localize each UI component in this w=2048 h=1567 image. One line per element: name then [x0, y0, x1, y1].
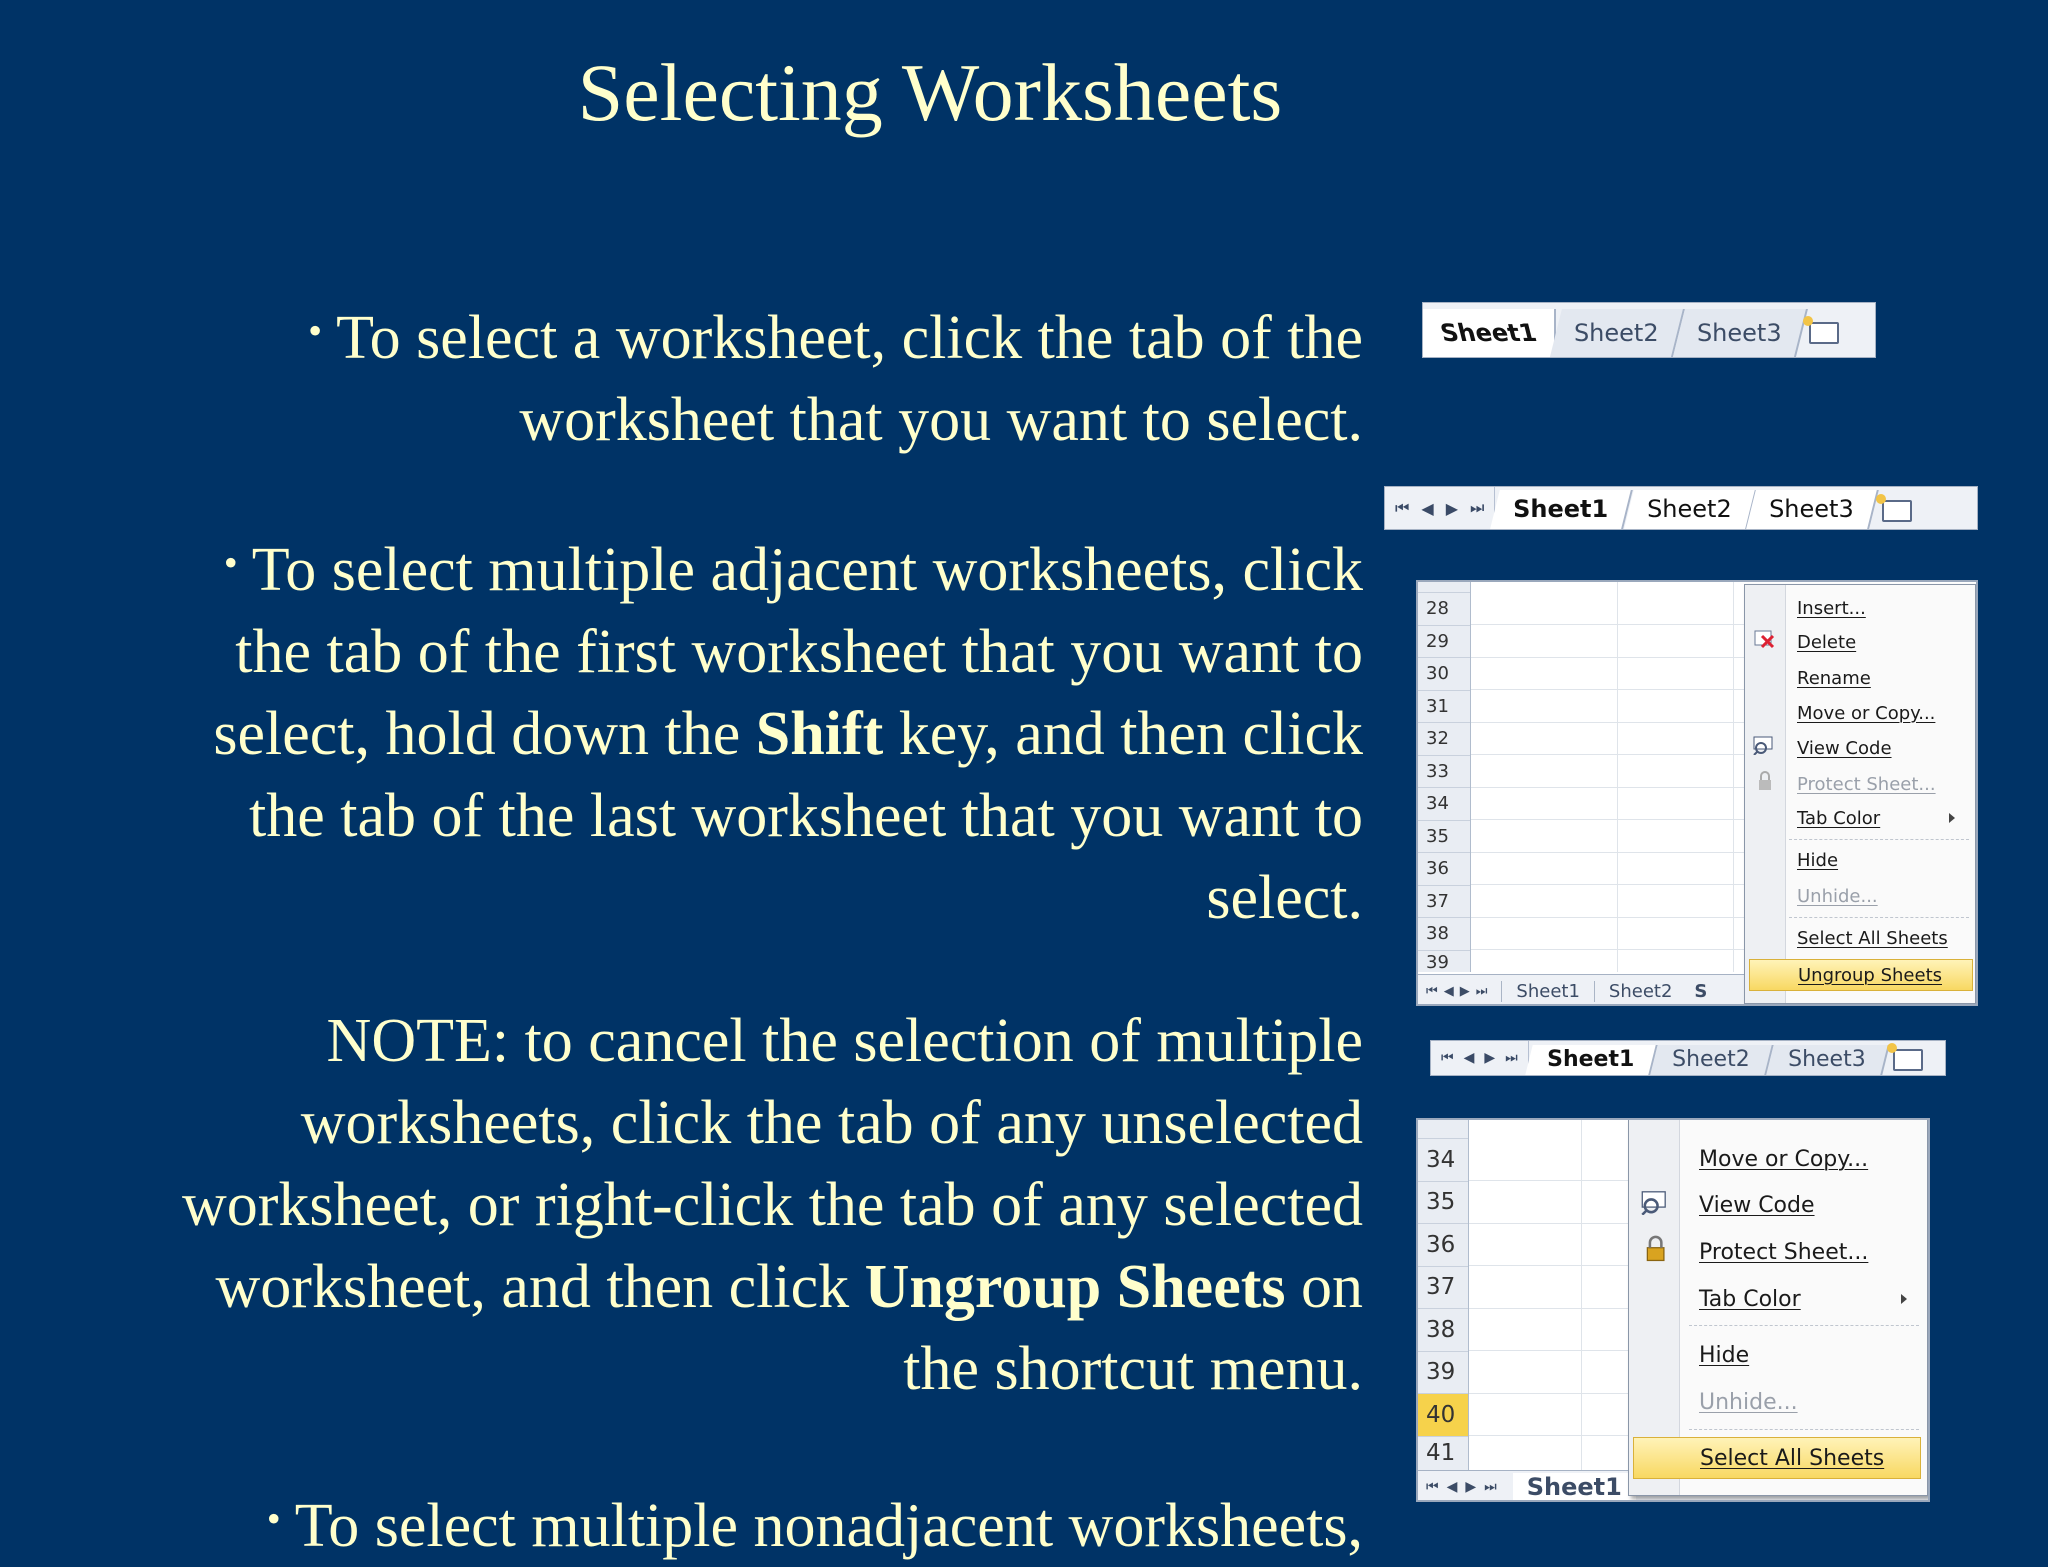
menu-item-move-or-copy[interactable]: Move or Copy... [1699, 1146, 1869, 1172]
row-number: 33 [1418, 756, 1470, 789]
bullet: • [308, 308, 323, 353]
row-number: 37 [1418, 1267, 1468, 1310]
slide-title: Selecting Worksheets [577, 47, 1283, 138]
p3-line2: worksheets, click the tab of any unselected [300, 1089, 1363, 1157]
menu-item-tab-color[interactable]: Tab Color [1797, 803, 1969, 833]
sheet-tab[interactable]: Sheet3 [1673, 309, 1808, 357]
worksheet-context-menu-shot [1416, 580, 1978, 1006]
menu-item-unhide[interactable]: Unhide... [1699, 1389, 1798, 1415]
submenu-arrow-icon [1901, 1294, 1907, 1304]
sheet-tab[interactable]: Sheet1 [1525, 1045, 1658, 1075]
insert-sheet-icon[interactable] [1885, 1045, 1931, 1075]
row-number: 35 [1418, 821, 1470, 854]
worksheet-select-all-shot [1416, 1118, 1930, 1502]
tab-context-menu [1628, 1118, 1928, 1496]
row-headers [1418, 1120, 1469, 1470]
sheet-tab[interactable]: Sheet2 [1650, 1045, 1773, 1075]
menu-item-select-all-sheets[interactable]: Select All Sheets [1797, 927, 1948, 949]
row-number: 38 [1418, 918, 1470, 951]
row-number: 34 [1418, 788, 1470, 821]
paragraph-note [182, 1000, 1363, 1410]
sheet-tab[interactable]: Sheet1 [1513, 1473, 1636, 1501]
bullet: • [223, 540, 238, 585]
menu-item-protect-sheet[interactable]: Protect Sheet... [1699, 1239, 1869, 1265]
sheet-tab[interactable]: Sheet1 [1423, 309, 1556, 357]
paragraph-select-nonadjacent [267, 1478, 1363, 1567]
row-number: 39 [1418, 951, 1470, 976]
insert-sheet-icon[interactable] [1801, 309, 1847, 357]
menu-item-insert[interactable]: Insert... [1797, 597, 1866, 619]
p2-line5: select. [1206, 864, 1363, 932]
row-headers [1418, 582, 1471, 972]
menu-item-hide[interactable]: Hide [1699, 1342, 1750, 1368]
menu-item-protect-sheet[interactable]: Protect Sheet... [1797, 773, 1936, 795]
menu-separator [1789, 917, 1969, 918]
insert-sheet-icon[interactable] [1874, 492, 1920, 529]
menu-item-view-code[interactable]: View Code [1797, 737, 1892, 759]
bullet: • [266, 1496, 281, 1541]
row-number: 38 [1418, 1309, 1468, 1352]
menu-item-select-all-sheets[interactable]: Select All Sheets [1633, 1437, 1921, 1479]
p3-line3: worksheet, or right-click the tab of any selected [182, 1171, 1363, 1239]
tab-scroll-buttons [1385, 487, 1495, 529]
row-number-highlighted: 40 [1418, 1394, 1468, 1437]
menu-item-unhide[interactable]: Unhide... [1797, 885, 1878, 907]
sheet-tab-bar-2 [1384, 486, 1978, 530]
paragraph-select-adjacent [213, 522, 1363, 939]
sheet-tab[interactable]: S [1694, 980, 1708, 1002]
tab-context-menu [1744, 584, 1976, 1004]
menu-separator [1689, 1325, 1919, 1326]
last-sheet-icon[interactable]: ⏭ [1470, 498, 1485, 517]
p4-line1: To select multiple nonadjacent worksheets, [294, 1492, 1363, 1560]
submenu-arrow-icon [1949, 813, 1955, 823]
row-number: 34 [1418, 1139, 1468, 1182]
row-number: 32 [1418, 723, 1470, 756]
ungroup-sheets-label: Ungroup Sheets [864, 1253, 1286, 1321]
row-number: 37 [1418, 886, 1470, 919]
row-number: 41 [1418, 1437, 1468, 1471]
menu-item-hide[interactable]: Hide [1797, 849, 1839, 871]
p3-line5: the shortcut menu. [903, 1335, 1363, 1403]
p1-line2: worksheet that you want to select. [519, 386, 1363, 454]
protect-sheet-icon [1641, 1235, 1669, 1263]
p1-line1: To select a worksheet, click the tab of the [336, 304, 1363, 372]
delete-icon [1753, 629, 1775, 649]
menu-item-rename[interactable]: Rename [1797, 667, 1871, 689]
shift-key-label: Shift [755, 700, 884, 768]
menu-item-ungroup-sheets[interactable]: Ungroup Sheets [1749, 959, 1973, 991]
sheet-tab[interactable]: Sheet2 [1550, 309, 1685, 357]
menu-item-move-or-copy[interactable]: Move or Copy... [1797, 702, 1936, 724]
row-number: 31 [1418, 691, 1470, 724]
view-code-icon [1641, 1189, 1669, 1215]
protect-sheet-icon [1753, 771, 1775, 791]
row-number: 30 [1418, 658, 1470, 691]
menu-item-tab-color[interactable]: Tab Color [1699, 1281, 1921, 1317]
tab-scroll-buttons[interactable]: ⏮◀▶⏭ [1426, 983, 1494, 999]
tab-scroll-buttons[interactable]: ⏮ ◀ ▶ ⏭ [1431, 1041, 1529, 1075]
p3-line1: NOTE: to cancel the selection of multiple [326, 1007, 1363, 1075]
p3-line4: worksheet, and then click Ungroup Sheets on [215, 1253, 1363, 1321]
tab-scroll-buttons[interactable]: ⏮◀▶⏭ [1426, 1479, 1505, 1495]
first-sheet-icon[interactable]: ⏮ [1395, 498, 1410, 517]
menu-separator [1689, 1429, 1919, 1430]
paragraph-select-worksheet [308, 290, 1363, 461]
sheet-tab[interactable]: Sheet2 [1594, 981, 1687, 1002]
row-number: 28 [1418, 593, 1470, 626]
sheet-tab-bar-3 [1430, 1040, 1946, 1076]
sheet-tab-bar-1 [1422, 302, 1876, 358]
row-number: 36 [1418, 853, 1470, 886]
sheet-tab[interactable]: Sheet2 [1624, 490, 1756, 529]
row-number: 39 [1418, 1352, 1468, 1395]
row-number: 35 [1418, 1182, 1468, 1225]
menu-separator [1789, 839, 1969, 840]
p2-line2: the tab of the first worksheet that you want to [235, 618, 1363, 686]
sheet-tab[interactable]: Sheet1 [1491, 490, 1634, 529]
sheet-tab[interactable]: Sheet1 [1501, 981, 1594, 1002]
row-number: 36 [1418, 1224, 1468, 1267]
menu-item-view-code[interactable]: View Code [1699, 1192, 1815, 1218]
view-code-icon [1753, 735, 1775, 755]
row-number: 29 [1418, 626, 1470, 659]
p2-line1: To select multiple adjacent worksheets, click [251, 536, 1363, 604]
prev-sheet-icon[interactable]: ◀ [1421, 498, 1434, 518]
p2-line3: select, hold down the Shift key, and then click [213, 700, 1363, 768]
next-sheet-icon[interactable]: ▶ [1445, 498, 1459, 518]
menu-item-delete[interactable]: Delete [1797, 631, 1857, 653]
p2-line4: the tab of the last worksheet that you want to [248, 782, 1363, 850]
sheet-tab[interactable]: Sheet3 [1746, 490, 1878, 529]
sheet-tab[interactable]: Sheet3 [1766, 1045, 1889, 1075]
